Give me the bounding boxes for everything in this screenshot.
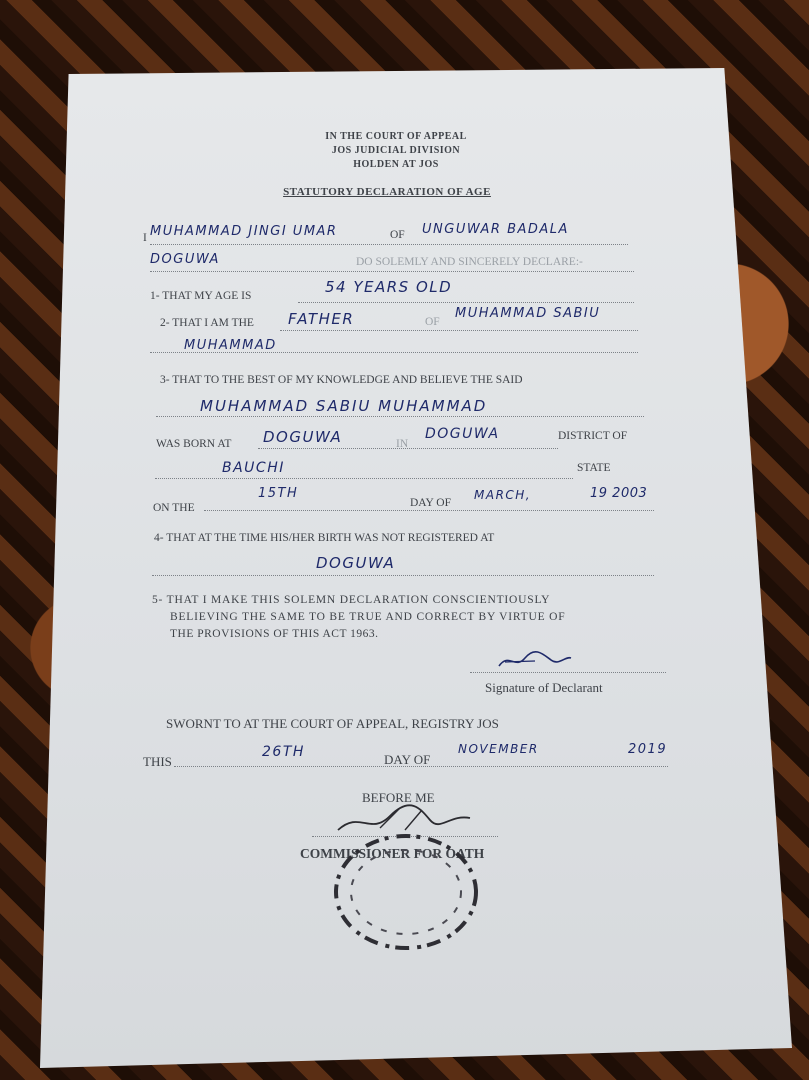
date-line (204, 510, 654, 511)
sworn-date-line (174, 766, 668, 767)
court-name: IN THE COURT OF APPEAL (325, 131, 467, 142)
state-value: BAUCHI (222, 460, 285, 476)
born-at-value: DOGUWA (263, 428, 343, 446)
item5-line3: THE PROVISIONS OF THIS ACT 1963. (170, 628, 379, 640)
district-label: DISTRICT OF (558, 430, 628, 442)
item5-line1: 5- THAT I MAKE THIS SOLEMN DECLARATION CONSCIENTIOUSLY (152, 594, 551, 606)
division-name: JOS JUDICIAL DIVISION (331, 145, 461, 156)
declarant-address-town: DOGUWA (150, 252, 220, 267)
sworn-text: SWORNT TO AT THE COURT OF APPEAL, REGISTRY JOS (166, 716, 499, 731)
on-the-label: ON THE (153, 502, 195, 514)
sworn-day-of-label: DAY OF (384, 752, 431, 767)
birth-year: 19 2003 (590, 486, 648, 501)
signature-line (470, 672, 666, 673)
declare-text: DO SOLEMLY AND SINCERELY DECLARE:- (356, 256, 583, 268)
registration-place: DOGUWA (316, 554, 396, 572)
birth-month: MARCH, (474, 488, 532, 502)
commissioner-title: COMMISSIONER FOR OATH (300, 846, 485, 861)
holden-at: HOLDEN AT JOS (353, 159, 439, 170)
district-value: DOGUWA (425, 426, 500, 442)
sworn-year: 2019 (628, 742, 668, 757)
of-label: OF (390, 229, 405, 241)
document-title: STATUTORY DECLARATION OF AGE (283, 186, 491, 198)
born-at-line (258, 448, 558, 449)
item4-label: 4- THAT AT THE TIME HIS/HER BIRTH WAS NOT REGISTERED AT (154, 532, 495, 544)
relation-value: FATHER (288, 310, 355, 328)
court-stamp-seal (330, 830, 484, 954)
relation-of-label: OF (425, 316, 440, 328)
this-label: THIS (143, 754, 172, 769)
child-full-name: MUHAMMAD SABIU MUHAMMAD (200, 397, 488, 415)
declarant-address: UNGUWAR BADALA (422, 222, 569, 237)
item3-label: 3- THAT TO THE BEST OF MY KNOWLEDGE AND BELIEVE THE SAID (160, 374, 523, 386)
state-label: STATE (577, 462, 611, 474)
sworn-day: 26TH (262, 744, 305, 760)
state-line (155, 478, 573, 479)
registration-line (152, 575, 654, 576)
day-of-label: DAY OF (410, 497, 452, 509)
child-name-line1: MUHAMMAD SABIU (455, 306, 601, 321)
relation-line (280, 330, 638, 331)
declarant-name: MUHAMMAD JINGI UMAR (150, 224, 338, 239)
child-name-line2: MUHAMMAD (184, 338, 277, 353)
item5-line2: BELIEVING THE SAME TO BE TRUE AND CORRECT BY VIRTUE OF (170, 611, 566, 623)
declarant-signature (495, 648, 575, 672)
age-value: 54 YEARS OLD (325, 278, 453, 296)
age-line (298, 302, 634, 303)
child-full-name-line (156, 416, 644, 417)
birth-day: 15TH (258, 486, 299, 501)
before-me-text: BEFORE ME (362, 790, 435, 805)
declarant-line (150, 244, 628, 245)
address-line (150, 271, 634, 272)
relation-label: 2- THAT I AM THE (160, 317, 254, 329)
sworn-month: NOVEMBER (458, 742, 539, 756)
declarant-prefix: I (143, 232, 147, 244)
born-at-label: WAS BORN AT (156, 438, 232, 450)
child-name-line (150, 352, 638, 353)
in-label: IN (396, 438, 409, 450)
signature-label: Signature of Declarant (485, 680, 603, 695)
age-label: 1- THAT MY AGE IS (150, 290, 252, 302)
